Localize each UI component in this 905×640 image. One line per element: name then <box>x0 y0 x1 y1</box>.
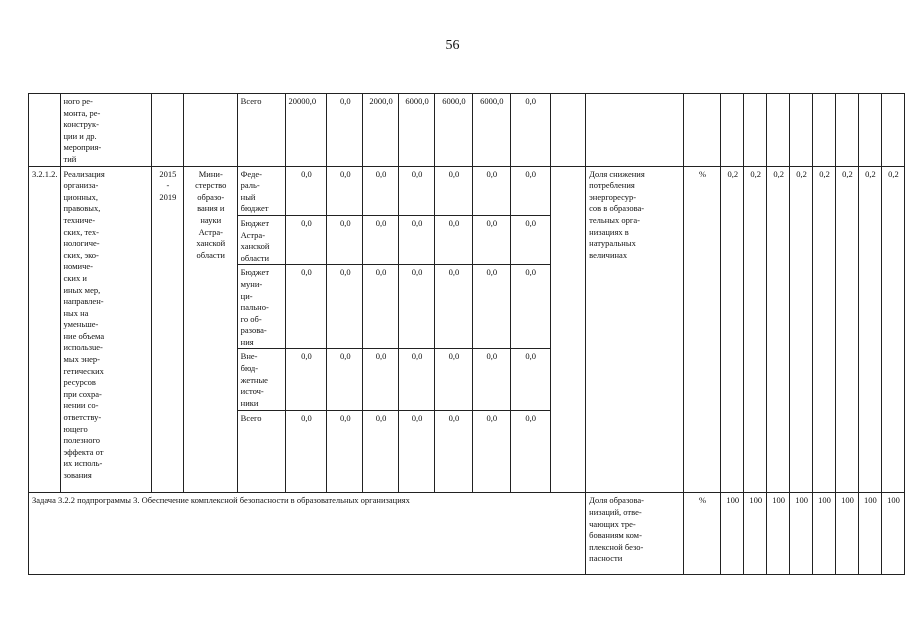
value-cell: 0,0 <box>510 94 550 167</box>
target-cell: 100 <box>858 493 881 575</box>
text-line: конструк- <box>63 119 99 130</box>
text-line: низациях в <box>589 226 629 237</box>
value-cell: 0,0 <box>285 166 327 215</box>
text-line: плексной безо- <box>589 541 644 552</box>
text-line: Доля снижения <box>589 168 645 179</box>
funding-source-cell: Всего <box>237 94 285 167</box>
target-cell <box>767 94 790 167</box>
text-line: Феде- <box>240 168 262 179</box>
page-number: 56 <box>445 38 460 53</box>
text-line: эффекта от <box>63 446 104 457</box>
text-line: источ- <box>240 386 264 397</box>
text-line: ответству- <box>63 412 102 423</box>
text-line: ци- <box>240 290 253 301</box>
text-line: их исполь- <box>63 458 103 469</box>
text-line: муни- <box>240 278 263 289</box>
text-line: Реализация <box>63 168 105 179</box>
text-line: тий <box>63 153 77 164</box>
text-line: Астра- <box>240 229 266 240</box>
table-row <box>29 94 905 167</box>
text-line: зования <box>63 470 92 480</box>
value-cell: 0,0 <box>472 411 510 493</box>
task-title-cell: Задача 3.2.2 подпрограммы 3. Обеспечение комплексной безопасности в образовательных организациях <box>29 493 586 575</box>
text-line: нологиче- <box>63 238 100 249</box>
value-cell: 0,0 <box>399 265 435 349</box>
text-line: использue- <box>63 342 103 353</box>
text-line: вания и <box>197 203 225 214</box>
value-cell: 0,0 <box>363 349 399 411</box>
text-line: Бюджет <box>240 267 270 278</box>
indicator-cell <box>586 493 684 575</box>
target-cell <box>744 94 767 167</box>
years-cell <box>151 94 183 167</box>
text-line: энергоресур- <box>589 191 637 202</box>
value-cell: 0,0 <box>435 411 473 493</box>
executor-cell <box>183 166 237 493</box>
text-line: Астра- <box>198 226 223 237</box>
target-cell: 100 <box>767 493 790 575</box>
text-line: низаций, отве- <box>589 507 642 518</box>
value-cell: 0,0 <box>327 94 363 167</box>
value-cell: 0,0 <box>363 265 399 349</box>
indicator-cell <box>586 166 684 493</box>
value-cell: 0,0 <box>472 166 510 215</box>
text-line: науки <box>200 214 222 225</box>
value-cell: 20000,0 <box>285 94 327 167</box>
text-line: Мини- <box>198 168 223 179</box>
text-line: ники <box>240 397 259 408</box>
value-cell: 0,0 <box>510 411 550 493</box>
unit-cell: % <box>683 493 721 575</box>
text-line: ционных, <box>63 191 99 202</box>
text-line: го об- <box>240 313 262 324</box>
measure-name-cell <box>60 94 151 167</box>
text-line: раль- <box>240 180 260 191</box>
value-cell: 0,0 <box>435 349 473 411</box>
text-line: пально- <box>240 302 269 313</box>
value-cell: 0,0 <box>435 265 473 349</box>
target-cell: 0,2 <box>721 166 744 493</box>
text-line: Бюджет <box>240 217 270 228</box>
text-line: потребления <box>589 180 635 191</box>
text-line: монта, ре- <box>63 107 101 118</box>
table-row <box>29 493 905 575</box>
value-cell: 0,0 <box>327 166 363 215</box>
text-line: ния <box>240 336 254 347</box>
text-line: техниче- <box>63 214 96 225</box>
table-row <box>29 166 905 215</box>
target-cell: 0,2 <box>881 166 904 493</box>
text-line: ных на <box>63 307 89 318</box>
value-cell: 0,0 <box>285 265 327 349</box>
value-cell: 0,0 <box>399 411 435 493</box>
text-line: номиче- <box>63 261 93 272</box>
text-line: натуральных <box>589 238 636 249</box>
target-cell <box>813 94 836 167</box>
value-cell: 6000,0 <box>472 94 510 167</box>
unit-cell: % <box>683 166 721 493</box>
text-line: бюд- <box>240 363 259 374</box>
text-line: чающих тре- <box>589 518 636 529</box>
text-line: ханской <box>240 241 270 252</box>
target-cell: 100 <box>813 493 836 575</box>
value-cell: 0,0 <box>327 215 363 264</box>
text-line: правовых, <box>63 203 101 214</box>
text-line: при сохра- <box>63 388 102 399</box>
value-cell: 2000,0 <box>363 94 399 167</box>
value-cell: 0,0 <box>472 215 510 264</box>
text-line: организа- <box>63 180 99 191</box>
target-cell: 100 <box>881 493 904 575</box>
value-cell: 6000,0 <box>399 94 435 167</box>
text-line: сов в образова- <box>589 203 645 214</box>
value-cell: 0,0 <box>472 265 510 349</box>
funding-source-cell <box>237 349 285 411</box>
value-cell: 0,0 <box>327 411 363 493</box>
value-cell: 0,0 <box>327 265 363 349</box>
value-cell: 0,0 <box>327 349 363 411</box>
code-cell <box>29 94 61 167</box>
target-cell <box>721 94 744 167</box>
text-line: стерство <box>195 180 227 191</box>
value-cell: 6000,0 <box>435 94 473 167</box>
target-cell <box>858 94 881 167</box>
target-cell: 100 <box>790 493 813 575</box>
funding-source-cell <box>237 265 285 349</box>
value-cell: 0,0 <box>510 166 550 215</box>
text-line: направлен- <box>63 296 104 307</box>
text-line: пасности <box>589 553 623 564</box>
text-line: 2019 <box>159 191 177 202</box>
funding-source-cell <box>237 166 285 215</box>
target-cell: 0,2 <box>767 166 790 493</box>
target-cell: 0,2 <box>836 166 859 493</box>
indicator-cell <box>586 94 684 167</box>
text-line: ских, тех- <box>63 226 99 237</box>
text-line: нении со- <box>63 400 99 411</box>
measure-name-cell <box>60 166 151 493</box>
program-table <box>28 93 905 575</box>
text-line: ханской <box>196 238 226 249</box>
unit-cell <box>683 94 721 167</box>
value-cell: 0,0 <box>472 349 510 411</box>
text-line: ресурсов <box>63 377 96 388</box>
text-line: бованиям ком- <box>589 530 642 541</box>
value-cell: 0,0 <box>510 349 550 411</box>
text-line: величинах <box>589 249 628 260</box>
text-line: ции и др. <box>63 130 97 141</box>
text-line: ских и <box>63 272 87 283</box>
text-line: бюджет <box>240 203 269 214</box>
target-cell: 0,2 <box>813 166 836 493</box>
text-line: Вне- <box>240 351 258 362</box>
target-cell: 0,2 <box>858 166 881 493</box>
target-cell: 0,2 <box>744 166 767 493</box>
text-line: ние объема <box>63 330 105 341</box>
text-line: уменьше- <box>63 319 99 330</box>
value-cell: 0,0 <box>399 215 435 264</box>
value-cell: 0,0 <box>399 166 435 215</box>
text-line: тельных орга- <box>589 214 640 225</box>
executor-cell <box>183 94 237 167</box>
empty-cell <box>550 94 586 167</box>
value-cell: 0,0 <box>399 349 435 411</box>
target-cell: 0,2 <box>790 166 813 493</box>
value-cell: 0,0 <box>510 215 550 264</box>
value-cell: 0,0 <box>363 215 399 264</box>
value-cell: 0,0 <box>435 215 473 264</box>
text-line: области <box>196 249 225 260</box>
text-line: образо- <box>197 191 225 202</box>
text-line: мероприя- <box>63 142 102 153</box>
empty-cell <box>550 166 586 493</box>
value-cell: 0,0 <box>363 411 399 493</box>
value-cell: 0,0 <box>363 166 399 215</box>
text-line: разова- <box>240 325 267 336</box>
value-cell: 0,0 <box>435 166 473 215</box>
text-line: области <box>240 252 270 263</box>
funding-source-cell <box>237 215 285 264</box>
text-line: мых энер- <box>63 354 101 365</box>
text-line: Всего <box>240 413 262 424</box>
target-cell <box>790 94 813 167</box>
text-line: иных мер, <box>63 284 101 295</box>
text-line: ного ре- <box>63 96 93 106</box>
target-cell <box>836 94 859 167</box>
text-line: ющего <box>63 423 88 434</box>
text-line: Доля образова- <box>589 495 645 506</box>
value-cell: 0,0 <box>285 349 327 411</box>
text-line: ских, эко- <box>63 249 99 260</box>
value-cell: 0,0 <box>285 411 327 493</box>
target-cell: 100 <box>721 493 744 575</box>
text-line: ный <box>240 191 256 202</box>
text-line: - <box>166 180 170 191</box>
target-cell <box>881 94 904 167</box>
text-line: 2015 <box>159 168 177 179</box>
value-cell: 0,0 <box>510 265 550 349</box>
text-line: полезного <box>63 435 100 446</box>
years-cell <box>151 166 183 493</box>
funding-source-cell <box>237 411 285 493</box>
text-line: жетные <box>240 374 268 385</box>
target-cell: 100 <box>744 493 767 575</box>
code-cell: 3.2.1.2. <box>29 166 61 493</box>
value-cell: 0,0 <box>285 215 327 264</box>
target-cell: 100 <box>836 493 859 575</box>
text-line: гетических <box>63 365 104 376</box>
